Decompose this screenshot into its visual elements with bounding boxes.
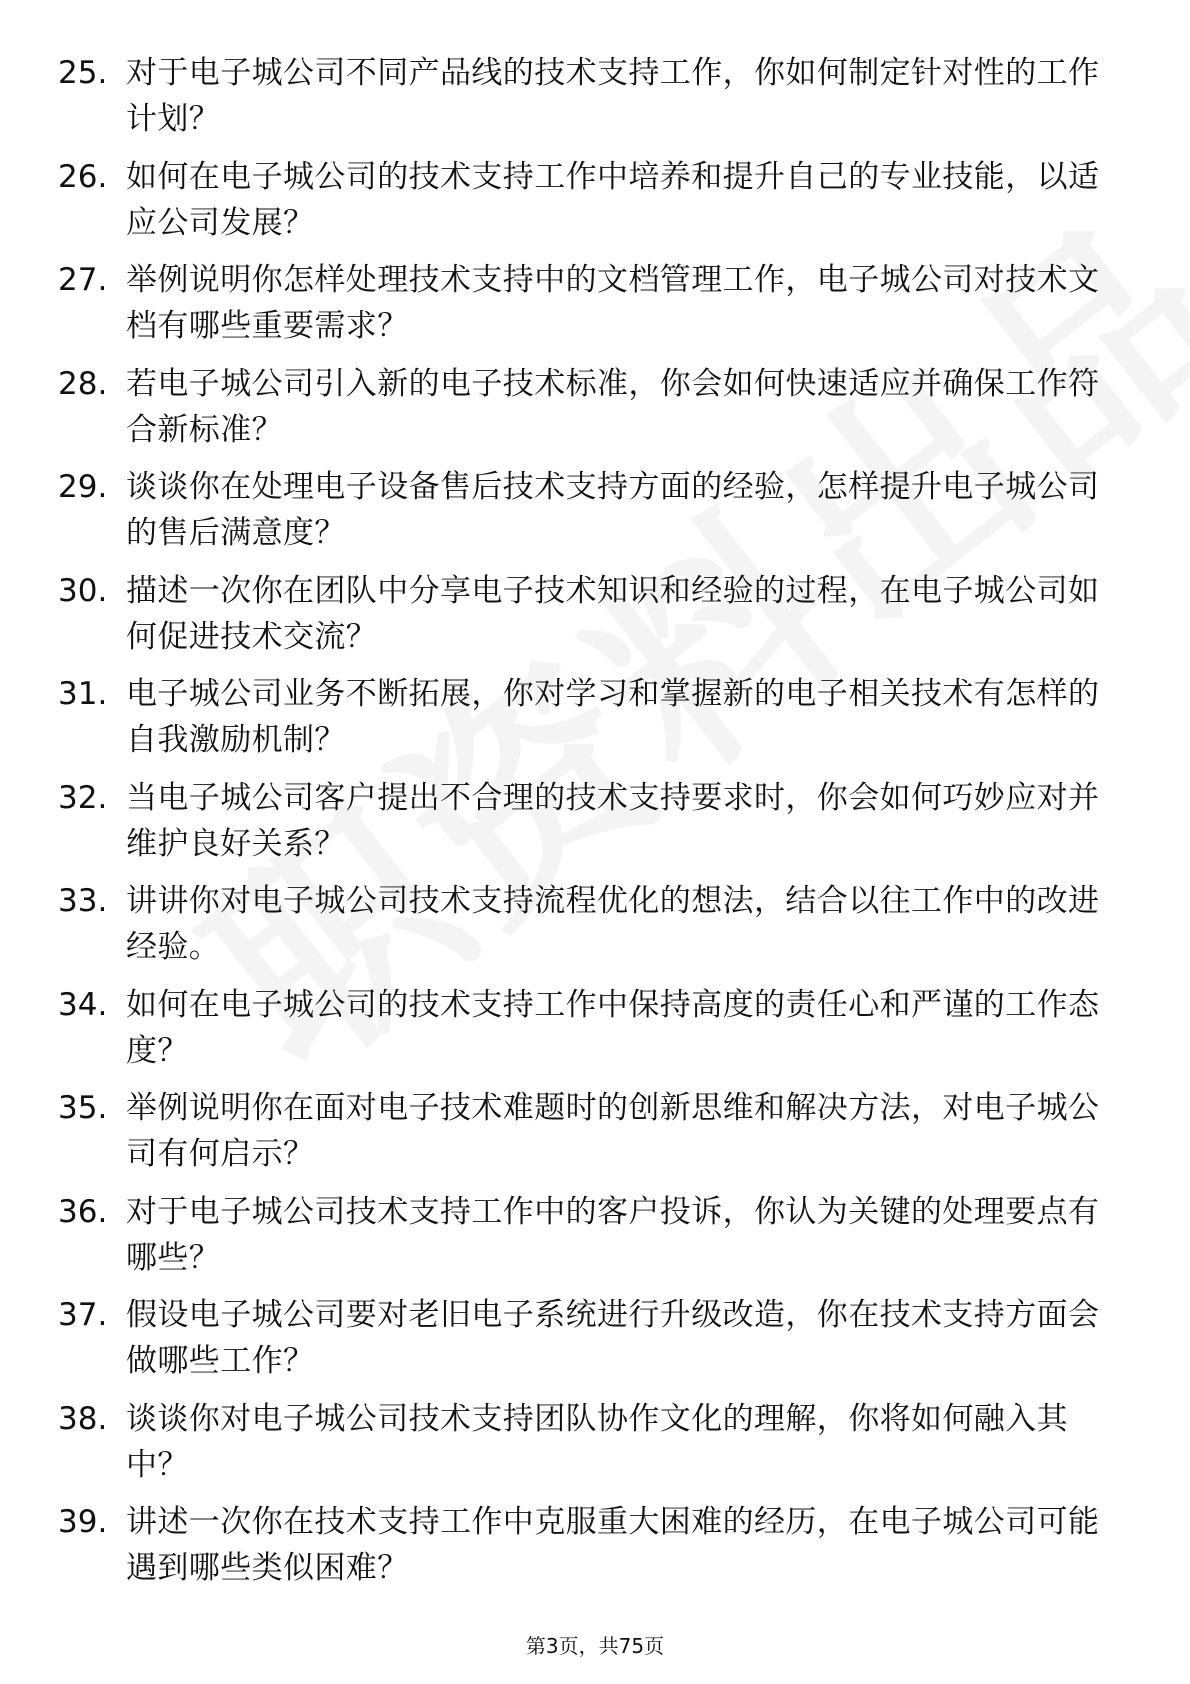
- list-item: [58, 361, 1118, 465]
- question-number: 30.: [58, 572, 108, 609]
- question-number: 37.: [58, 1297, 108, 1333]
- page-number: 第3页，共75页: [525, 1634, 665, 1658]
- list-item: [58, 982, 1118, 1086]
- question-number: 32.: [58, 779, 108, 816]
- question-number: 39.: [58, 1504, 108, 1540]
- question-text: 假设电子城公司要对老旧电子系统进行升级改造，你在技术支持方面会做哪些工作？: [126, 1297, 1100, 1379]
- question-text: 谈谈你在处理电子设备售后技术支持方面的经验，怎样提升电子城公司的售后满意度？: [126, 469, 1100, 551]
- list-item: [58, 464, 1118, 568]
- question-list: [58, 50, 1118, 1603]
- list-item: [58, 878, 1118, 982]
- question-number: 27.: [58, 262, 108, 298]
- list-item: [58, 1189, 1118, 1293]
- question-text: 若电子城公司引入新的电子技术标准，你会如何快速适应并确保工作符合新标准？: [126, 365, 1100, 448]
- question-number: 38.: [58, 1400, 108, 1437]
- list-item: [58, 775, 1118, 879]
- list-item: [58, 154, 1118, 258]
- list-item: [58, 257, 1118, 361]
- question-text: 当电子城公司客户提出不合理的技术支持要求时，你会如何巧妙应对并维护良好关系？: [126, 779, 1100, 862]
- question-text: 讲讲你对电子城公司技术支持流程优化的想法，结合以往工作中的改进经验。: [126, 883, 1100, 965]
- question-text: 对于电子城公司技术支持工作中的客户投诉，你认为关键的处理要点有哪些？: [126, 1193, 1100, 1276]
- list-item: [58, 50, 1118, 154]
- question-text: 举例说明你怎样处理技术支持中的文档管理工作，电子城公司对技术文档有哪些重要需求？: [126, 262, 1100, 344]
- question-text: 对于电子城公司不同产品线的技术支持工作，你如何制定针对性的工作计划？: [126, 55, 1100, 137]
- question-text: 举例说明你在面对电子技术难题时的创新思维和解决方法，对电子城公司有何启示？: [126, 1090, 1100, 1172]
- question-text: 如何在电子城公司的技术支持工作中保持高度的责任心和严谨的工作态度？: [126, 986, 1100, 1069]
- question-text: 电子城公司业务不断拓展，你对学习和掌握新的电子相关技术有怎样的自我激励机制？: [126, 676, 1100, 758]
- question-number: 26.: [58, 158, 108, 195]
- question-number: 31.: [58, 676, 108, 712]
- list-item: [58, 1396, 1118, 1500]
- question-number: 35.: [58, 1090, 108, 1126]
- question-number: 25.: [58, 55, 108, 91]
- list-item: [58, 568, 1118, 672]
- question-number: 33.: [58, 883, 108, 919]
- question-number: 34.: [58, 986, 108, 1023]
- question-text: 讲述一次你在技术支持工作中克服重大困难的经历，在电子城公司可能遇到哪些类似困难？: [126, 1504, 1100, 1586]
- question-number: 29.: [58, 469, 108, 505]
- question-text: 如何在电子城公司的技术支持工作中培养和提升自己的专业技能，以适应公司发展？: [126, 158, 1100, 241]
- question-number: 36.: [58, 1193, 108, 1230]
- list-item: [58, 671, 1118, 775]
- list-item: [58, 1085, 1118, 1189]
- question-text: 谈谈你对电子城公司技术支持团队协作文化的理解，你将如何融入其中？: [126, 1400, 1068, 1483]
- list-item: [58, 1499, 1118, 1603]
- list-item: [58, 1292, 1118, 1396]
- question-text: 描述一次你在团队中分享电子技术知识和经验的过程，在电子城公司如何促进技术交流？: [126, 572, 1100, 655]
- question-number: 28.: [58, 365, 108, 402]
